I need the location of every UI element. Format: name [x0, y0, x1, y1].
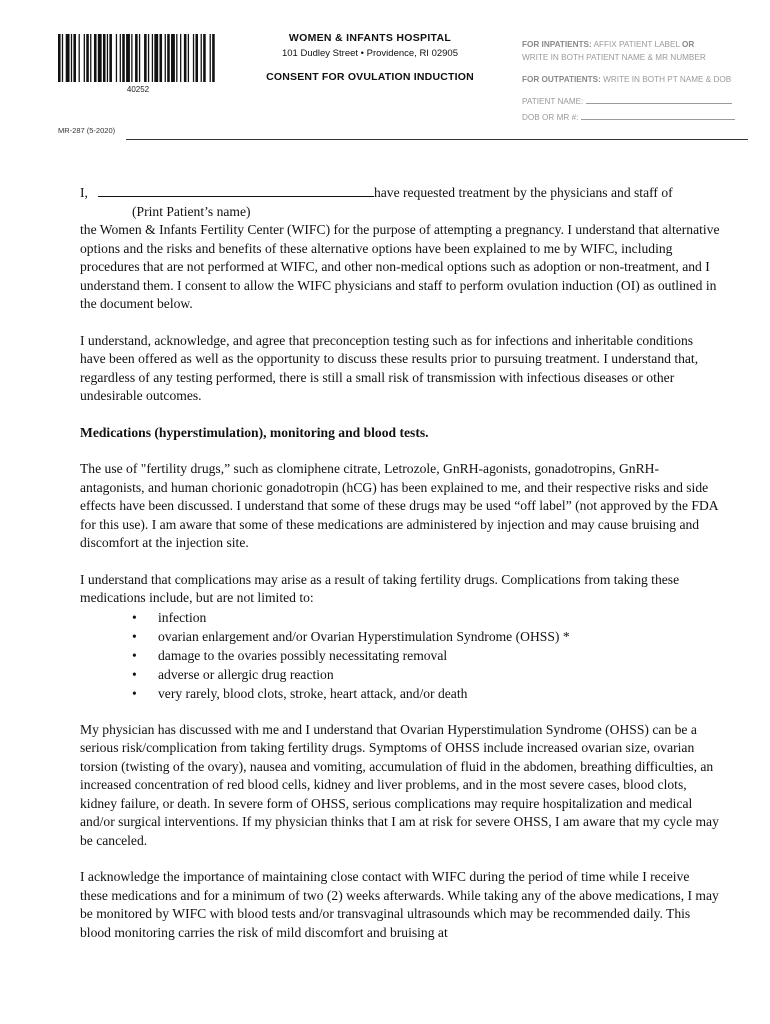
patient-name-field[interactable] — [586, 95, 732, 104]
print-name-caption: (Print Patient’s name) — [132, 203, 251, 219]
form-header — [0, 0, 770, 140]
complication-text: damage to the ovaries possibly necessitating removal — [158, 647, 448, 663]
complication-text: infection — [158, 609, 207, 625]
fertility-drugs-paragraph: The use of "fertility drugs,” such as clomiphene citrate, Letrozole, GnRH-agonists, gonadotropins, GnRH-antagonists, and human chorionic gonadotropin (hCG) has been explained to me, and their respective risks and side effects have been discussed. I understand that some of these drugs may be used “off label” (not approved by the FDA for this use). I am aware that some of these medications are administered by injection and may cause bruising and discomfort at the injection site. — [80, 461, 718, 550]
barcode-number: 40252 — [126, 85, 150, 94]
barcode — [58, 34, 216, 82]
form-code: MR-287 (5-2020) — [58, 126, 116, 135]
dob-mr-label: DOB OR MR #: — [522, 113, 581, 122]
monitoring-paragraph: I acknowledge the importance of maintaining close contact with WIFC during the period of time while I receive these medications and for a minimum of two (2) weeks afterwards. While taking any of the above medications, I may be monitored by WIFC with blood tests and/or transvaginal ultrasounds which may be recommended daily. This blood monitoring carries the risk of mild discomfort and bruising at — [80, 869, 719, 940]
intro-prefix: I, — [80, 185, 88, 200]
patient-name-blank[interactable] — [98, 184, 374, 197]
patient-name-label: PATIENT NAME: — [522, 97, 586, 106]
intro-text: the Women & Infants Fertility Center (WIFC) for the purpose of attempting a pregnancy. I understand that alternative options and the risks and benefits of these alternative options have been explained to me by WIFC, including procedures that are not performed at WIFC, and other non-medical options such as adoption or non-treatment, and I understand them. I consent to allow the WIFC physicians and staff to perform ovulation induction (OI) as outlined in the document below. — [80, 222, 720, 311]
inpatients-label: FOR INPATIENTS: — [522, 40, 592, 49]
complication-text: very rarely, blood clots, stroke, heart attack, and/or death — [158, 685, 468, 701]
patient-label-area[interactable] — [522, 38, 747, 124]
outpatients-label: FOR OUTPATIENTS: — [522, 75, 601, 84]
bullet-icon: • — [132, 685, 137, 701]
list-item — [132, 646, 720, 665]
consent-body — [80, 184, 720, 960]
complications-intro: I understand that complications may arise as a result of taking fertility drugs. Complications from taking these medications include, but are not limited to: — [80, 571, 680, 605]
section-heading: Medications (hyperstimulation), monitoring and blood tests. — [80, 424, 429, 440]
ohss-paragraph: My physician has discussed with me and I understand that Ovarian Hyperstimulation Syndrome (OHSS) can be a serious risk/complication from taking fertility drugs. Symptoms of OHSS include increased ovarian size, ovarian torsion (twisting of the ovary), nausea and vomiting, accumulation of fluid in the abdomen, breathing difficulties, an increased concentration of red blood cells, kidney and liver problems, and in the most severe cases, blood clots, kidney failure, or death. In severe form of OHSS, serious complications may require hospitalization and medical and/or surgical interventions. If my physician thinks that I am at risk for severe OHSS, I am aware that my cycle may be canceled. — [80, 721, 719, 848]
list-item — [132, 684, 720, 703]
form-title: CONSENT FOR OVULATION INDUCTION — [266, 71, 474, 83]
intro-suffix: have requested treatment by the physicians and staff of — [373, 185, 673, 200]
dob-mr-field[interactable] — [581, 111, 735, 120]
inpatients-instruction — [522, 38, 747, 51]
list-item — [132, 665, 720, 684]
dob-mr-row — [522, 111, 747, 124]
intro-line — [80, 185, 673, 200]
inpatients-or: OR — [682, 40, 695, 49]
list-item — [132, 627, 720, 646]
hospital-block — [250, 32, 490, 83]
header-divider — [126, 139, 748, 140]
bullet-icon: • — [132, 647, 137, 663]
bullet-icon: • — [132, 666, 137, 682]
list-item — [132, 608, 720, 627]
outpatients-instruction — [522, 73, 747, 86]
outpatients-text: WRITE IN BOTH PT NAME & DOB — [600, 75, 732, 84]
bullet-icon: • — [132, 609, 137, 625]
complications-list — [80, 608, 720, 703]
intro-paragraph — [80, 184, 720, 314]
inpatients-text: AFFIX PATIENT LABEL — [591, 40, 682, 49]
bullet-icon: • — [132, 628, 137, 644]
testing-paragraph: I understand, acknowledge, and agree that preconception testing such as for infections and inheritable conditions have been offered as well as the opportunity to discuss these results prior to pursuing treatment. I understand that, regardless of any testing performed, there is still a small risk of transmission with infectious diseases or other undesirable outcomes. — [80, 332, 699, 403]
patient-name-row — [522, 95, 747, 108]
hospital-address: 101 Dudley Street • Providence, RI 02905 — [281, 48, 458, 59]
inpatients-instruction-2: WRITE IN BOTH PATIENT NAME & MR NUMBER — [522, 53, 706, 62]
complication-text: adverse or allergic drug reaction — [158, 666, 334, 682]
hospital-name: WOMEN & INFANTS HOSPITAL — [288, 32, 452, 44]
complication-text: ovarian enlargement and/or Ovarian Hyperstimulation Syndrome (OHSS) * — [158, 628, 570, 644]
